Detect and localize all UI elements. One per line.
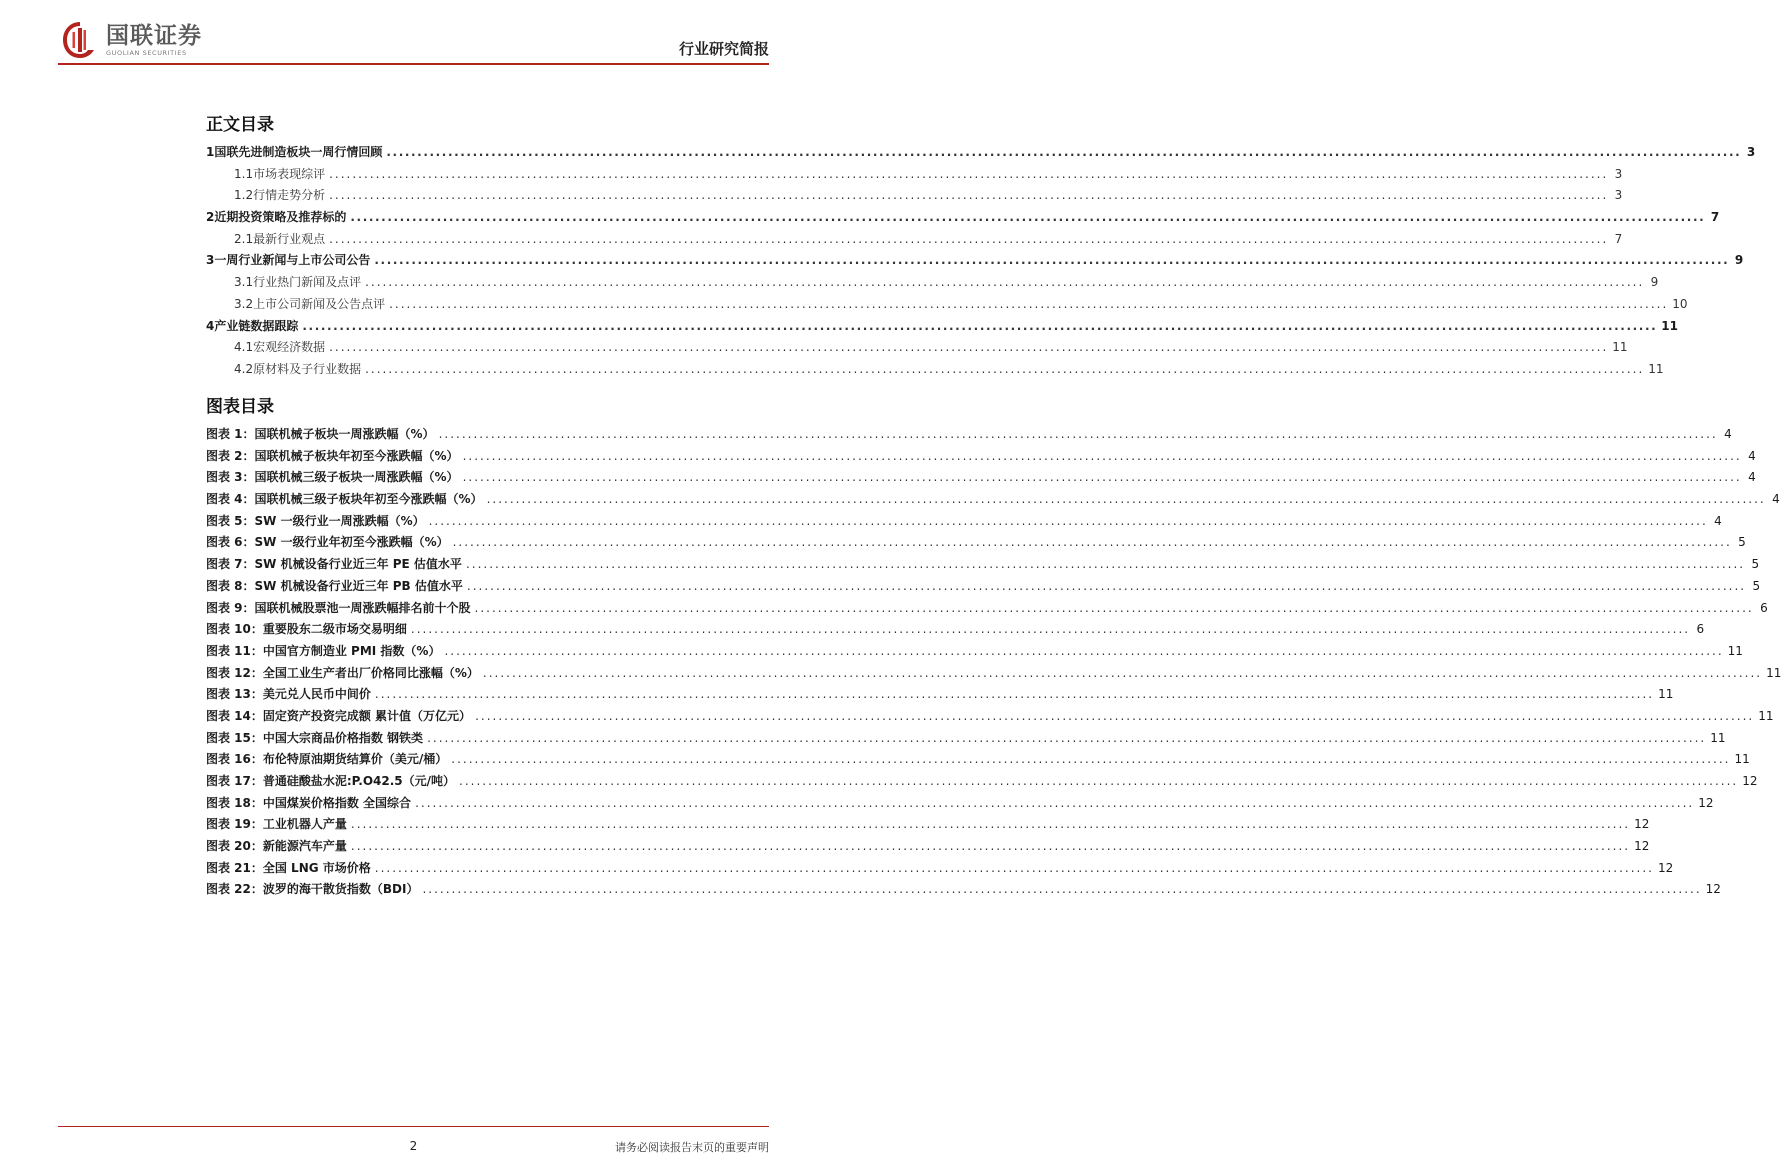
figure-list-item[interactable] bbox=[206, 468, 1756, 490]
figure-list-item[interactable] bbox=[206, 880, 1721, 902]
toc-item-label: 宏观经济数据 bbox=[253, 340, 326, 355]
figure-item-page: 4 bbox=[1748, 470, 1756, 485]
figure-item-label: 图表 14：固定资产投资完成额 累计值（万亿元） bbox=[206, 708, 472, 723]
figure-leader-dots: ............................................................................................................................................................................................................................ bbox=[482, 665, 1763, 680]
figure-leader-dots: ............................................................................................................................................................................................................................ bbox=[451, 752, 1731, 767]
figure-item-page: 4 bbox=[1772, 492, 1780, 507]
figure-item-label: 图表 3：国联机械三级子板块一周涨跌幅（%） bbox=[206, 470, 459, 485]
toc-leader-dots: ............................................................................................................................................................................................................................ bbox=[329, 188, 1609, 203]
figure-item-label: 图表 5：SW 一级行业一周涨跌幅（%） bbox=[206, 513, 425, 528]
logo-cn-text: 国联证券 bbox=[106, 22, 202, 49]
figure-list-item[interactable] bbox=[206, 837, 1650, 859]
toc-leader-dots: ............................................................................................................................................................................................................................ bbox=[329, 340, 1609, 355]
toc-item[interactable] bbox=[206, 360, 1664, 382]
figure-leader-dots: ............................................................................................................................................................................................................................ bbox=[428, 513, 1708, 528]
figure-item-label: 图表 1：国联机械子板块一周涨跌幅（%） bbox=[206, 427, 435, 441]
figure-leader-dots: ............................................................................................................................................................................................................................ bbox=[438, 427, 1718, 441]
figure-item-label: 图表 20：新能源汽车产量 bbox=[206, 839, 347, 854]
figure-item-page: 5 bbox=[1752, 578, 1761, 593]
toc-item-page: 11 bbox=[1612, 340, 1628, 355]
figure-leader-dots: ............................................................................................................................................................................................................................ bbox=[474, 600, 1754, 615]
toc-item-number: 1.2 bbox=[234, 188, 254, 203]
toc-item-page: 3 bbox=[1614, 166, 1623, 181]
disclaimer-note: 请务必阅读报告末页的重要声明 bbox=[615, 1141, 769, 1154]
figure-item-label: 图表 18：中国煤炭价格指数 全国综合 bbox=[206, 795, 412, 810]
toc-leader-dots: ............................................................................................................................................................................................................................ bbox=[365, 275, 1645, 290]
toc-item-page: 10 bbox=[1672, 296, 1688, 311]
figure-item-page: 12 bbox=[1657, 860, 1674, 875]
figure-item-page: 12 bbox=[1634, 839, 1650, 854]
figure-leader-dots: ............................................................................................................................................................................................................................ bbox=[374, 860, 1654, 875]
figure-list-item[interactable] bbox=[206, 599, 1768, 621]
figure-item-page: 11 bbox=[1734, 752, 1750, 767]
figure-leader-dots: ............................................................................................................................................................................................................................ bbox=[452, 535, 1732, 550]
figure-list-item[interactable] bbox=[206, 664, 1781, 686]
toc-item[interactable] bbox=[206, 273, 1659, 295]
toc-item-number: 3.1 bbox=[234, 275, 254, 290]
toc-item[interactable] bbox=[206, 317, 1678, 339]
toc-item-number: 4.2 bbox=[234, 361, 254, 376]
toc-item-number: 4 bbox=[206, 318, 215, 333]
figure-leader-dots: ............................................................................................................................................................................................................................ bbox=[466, 578, 1747, 593]
toc-item-number: 1.1 bbox=[234, 166, 254, 181]
figure-leader-dots: ............................................................................................................................................................................................................................ bbox=[350, 817, 1631, 832]
toc-item[interactable] bbox=[206, 251, 1744, 273]
figure-item-page: 12 bbox=[1634, 817, 1650, 832]
figure-item-page: 12 bbox=[1742, 774, 1758, 788]
page-header bbox=[0, 0, 827, 70]
figure-list-item[interactable] bbox=[206, 772, 1758, 794]
toc-item-page: 9 bbox=[1650, 275, 1659, 290]
toc-item-number: 1 bbox=[206, 145, 215, 159]
toc-item-number: 3 bbox=[206, 253, 215, 268]
figure-item-page: 11 bbox=[1710, 730, 1726, 745]
toc-item-number: 2.1 bbox=[234, 231, 254, 246]
toc-item-page: 11 bbox=[1648, 361, 1664, 376]
figure-leader-dots: ............................................................................................................................................................................................................................ bbox=[427, 730, 1707, 745]
figure-item-page: 11 bbox=[1727, 643, 1743, 658]
report-type-title: 行业研究简报 bbox=[678, 40, 769, 58]
toc-item-label: 一周行业新闻与上市公司公告 bbox=[214, 253, 371, 268]
toc-item[interactable] bbox=[206, 186, 1623, 208]
figure-item-page: 11 bbox=[1766, 665, 1781, 680]
figure-leader-dots: ............................................................................................................................................................................................................................ bbox=[422, 882, 1702, 897]
figure-item-label: 图表 13：美元兑人民币中间价 bbox=[206, 687, 371, 702]
figure-item-label: 图表 10：重要股东二级市场交易明细 bbox=[206, 622, 407, 637]
figure-leader-dots: ............................................................................................................................................................................................................................ bbox=[444, 643, 1724, 658]
figure-list-item[interactable] bbox=[206, 859, 1674, 881]
figure-list-item[interactable] bbox=[206, 707, 1774, 729]
toc-item-label: 行业热门新闻及点评 bbox=[253, 275, 362, 290]
figure-leader-dots: ............................................................................................................................................................................................................................ bbox=[462, 448, 1742, 463]
guolian-logo-icon bbox=[60, 20, 100, 60]
toc-item[interactable] bbox=[206, 165, 1623, 187]
table-of-contents bbox=[206, 143, 1756, 382]
toc-leader-dots: ............................................................................................................................................................................................................................ bbox=[329, 231, 1609, 246]
toc-leader-dots: ............................................................................................................................................................................................................................ bbox=[365, 361, 1645, 376]
figure-item-label: 图表 16：布伦特原油期货结算价（美元/桶） bbox=[206, 752, 448, 767]
figure-leader-dots: ............................................................................................................................................................................................................................ bbox=[459, 774, 1739, 788]
figure-leader-dots: ............................................................................................................................................................................................................................ bbox=[486, 492, 1766, 507]
figure-leader-dots: ............................................................................................................................................................................................................................ bbox=[465, 557, 1746, 572]
toc-item[interactable] bbox=[206, 295, 1688, 317]
toc-leader-dots: ............................................................................................................................................................................................................................ bbox=[386, 145, 1742, 159]
figure-item-page: 6 bbox=[1696, 622, 1705, 637]
figure-list-item[interactable] bbox=[206, 794, 1714, 816]
page-number: 2 bbox=[409, 1139, 418, 1153]
logo-en-text: GUOLIAN SECURITIES bbox=[106, 48, 187, 57]
figure-list-item[interactable] bbox=[206, 642, 1743, 664]
toc-item-label: 最新行业观点 bbox=[253, 231, 326, 246]
figure-list-item[interactable] bbox=[206, 533, 1746, 555]
figure-item-page: 12 bbox=[1698, 795, 1714, 810]
figure-item-page: 5 bbox=[1738, 535, 1746, 550]
header-divider bbox=[58, 63, 769, 65]
figure-list-item[interactable] bbox=[206, 555, 1760, 577]
figure-list-item[interactable] bbox=[206, 490, 1780, 512]
figure-item-label: 图表 17：普通硅酸盐水泥:P.O42.5（元/吨） bbox=[206, 774, 456, 788]
figure-list-item[interactable] bbox=[206, 815, 1650, 837]
toc-item-page: 7 bbox=[1614, 231, 1623, 246]
figure-list-item[interactable] bbox=[206, 750, 1750, 772]
figure-leader-dots: ............................................................................................................................................................................................................................ bbox=[415, 795, 1695, 810]
figure-item-page: 4 bbox=[1748, 448, 1756, 463]
toc-item[interactable] bbox=[206, 230, 1623, 252]
figure-item-label: 图表 22：波罗的海干散货指数（BDI） bbox=[206, 882, 419, 897]
figure-item-label: 图表 8：SW 机械设备行业近三年 PB 估值水平 bbox=[206, 578, 463, 593]
toc-item-number: 2 bbox=[206, 210, 215, 225]
toc-leader-dots: ............................................................................................................................................................................................................................ bbox=[389, 296, 1669, 311]
toc-item-number: 3.2 bbox=[234, 296, 254, 311]
toc-item[interactable] bbox=[206, 143, 1756, 165]
toc-item-number: 4.1 bbox=[234, 340, 254, 355]
figure-item-page: 12 bbox=[1705, 882, 1721, 897]
figure-item-label: 图表 21：全国 LNG 市场价格 bbox=[206, 860, 371, 875]
figure-leader-dots: ............................................................................................................................................................................................................................ bbox=[462, 470, 1742, 485]
figure-item-label: 图表 11：中国官方制造业 PMI 指数（%） bbox=[206, 643, 441, 658]
toc-item-page: 11 bbox=[1661, 318, 1678, 333]
figure-list-item[interactable] bbox=[206, 577, 1761, 599]
toc-leader-dots: ............................................................................................................................................................................................................................ bbox=[350, 210, 1706, 225]
toc-item-label: 产业链数据跟踪 bbox=[214, 318, 299, 333]
figures-title: 图表目录 bbox=[206, 397, 274, 417]
figure-item-label: 图表 9：国联机械股票池一周涨跌幅排名前十个股 bbox=[206, 600, 471, 615]
figure-item-label: 图表 19：工业机器人产量 bbox=[206, 817, 347, 832]
toc-item-page: 3 bbox=[1746, 145, 1756, 159]
figure-item-label: 图表 2：国联机械子板块年初至今涨跌幅（%） bbox=[206, 448, 459, 463]
figure-item-page: 6 bbox=[1760, 600, 1768, 615]
toc-leader-dots: ............................................................................................................................................................................................................................ bbox=[374, 253, 1730, 268]
toc-item-label: 行情走势分析 bbox=[253, 188, 326, 203]
toc-leader-dots: ............................................................................................................................................................................................................................ bbox=[329, 166, 1609, 181]
figure-leader-dots: ............................................................................................................................................................................................................................ bbox=[475, 708, 1755, 723]
toc-item-page: 9 bbox=[1734, 253, 1744, 268]
figure-item-label: 图表 4：国联机械三级子板块年初至今涨跌幅（%） bbox=[206, 492, 483, 507]
toc-item-label: 近期投资策略及推荐标的 bbox=[214, 210, 347, 225]
figure-item-page: 5 bbox=[1751, 557, 1760, 572]
figure-item-page: 4 bbox=[1724, 427, 1732, 441]
toc-item[interactable] bbox=[206, 208, 1720, 230]
figure-list-item[interactable] bbox=[206, 447, 1756, 469]
figure-list-item[interactable] bbox=[206, 425, 1732, 447]
figure-item-page: 11 bbox=[1758, 708, 1774, 723]
figure-item-label: 图表 15：中国大宗商品价格指数 钢铁类 bbox=[206, 730, 424, 745]
toc-item-page: 7 bbox=[1710, 210, 1720, 225]
figure-item-page: 4 bbox=[1714, 513, 1722, 528]
company-logo bbox=[60, 20, 202, 60]
figure-leader-dots: ............................................................................................................................................................................................................................ bbox=[374, 687, 1655, 702]
figure-list-item[interactable] bbox=[206, 729, 1726, 751]
toc-leader-dots: ............................................................................................................................................................................................................................ bbox=[302, 318, 1658, 333]
toc-item-page: 3 bbox=[1614, 188, 1623, 203]
figure-list-item[interactable] bbox=[206, 620, 1705, 642]
figure-item-label: 图表 7：SW 机械设备行业近三年 PE 估值水平 bbox=[206, 557, 462, 572]
toc-item-label: 原材料及子行业数据 bbox=[253, 361, 362, 376]
toc-item[interactable] bbox=[206, 338, 1628, 360]
figure-leader-dots: ............................................................................................................................................................................................................................ bbox=[410, 622, 1691, 637]
toc-item-label: 上市公司新闻及公告点评 bbox=[253, 296, 386, 311]
figure-item-label: 图表 6：SW 一级行业年初至今涨跌幅（%） bbox=[206, 535, 449, 550]
figure-item-page: 11 bbox=[1658, 687, 1674, 702]
toc-title: 正文目录 bbox=[206, 115, 274, 135]
figure-leader-dots: ............................................................................................................................................................................................................................ bbox=[350, 839, 1631, 854]
toc-item-label: 国联先进制造板块一周行情回顾 bbox=[214, 145, 383, 159]
figure-list-item[interactable] bbox=[206, 512, 1722, 534]
figures-list bbox=[206, 425, 1781, 902]
footer-divider bbox=[58, 1126, 769, 1127]
toc-item-label: 市场表现综评 bbox=[253, 166, 326, 181]
figure-item-label: 图表 12：全国工业生产者出厂价格同比涨幅（%） bbox=[206, 665, 479, 680]
figure-list-item[interactable] bbox=[206, 685, 1674, 707]
